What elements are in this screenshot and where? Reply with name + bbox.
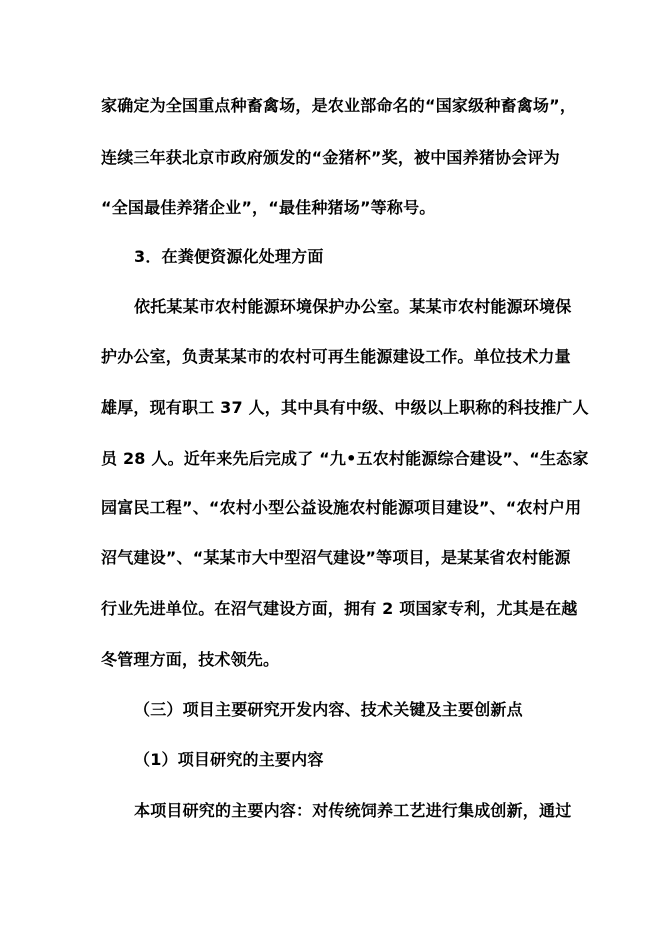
paragraph-2-line-6: 沼气建设”、“某某市大中型沼气建设”等项目，是某某省农村能源 [101, 548, 571, 567]
paragraph-2-line-2: 护办公室，负责某某市的农村可再生能源建设工作。单位技术力量 [101, 347, 571, 366]
paragraph-2-line-3: 雄厚，现有职工 37 人，其中具有中级、中级以上职称的科技推广人 [101, 398, 589, 417]
sub-heading: （1）项目研究的主要内容 [134, 750, 324, 769]
heading-3: 3．在粪便资源化处理方面 [134, 247, 324, 266]
paragraph-2-line-4: 员 28 人。近年来先后完成了 “九•五农村能源综合建设”、“生态家 [101, 449, 589, 468]
paragraph-2-line-8: 冬管理方面，技术领先。 [101, 650, 280, 669]
paragraph-1-line-3: “全国最佳养猪企业”，“最佳种猪场”等称号。 [101, 198, 436, 217]
paragraph-1-line-1: 家确定为全国重点种畜禽场，是农业部命名的“国家级种畜禽场”， [101, 96, 577, 115]
paragraph-2-line-1: 依托某某市农村能源环境保护办公室。某某市农村能源环境保 [134, 297, 572, 316]
paragraph-2-line-5: 园富民工程”、“农村小型公益设施农村能源项目建设”、“农村户用 [101, 498, 582, 517]
paragraph-1-line-2: 连续三年获北京市政府颁发的“金猪杯”奖，被中国养猪协会评为 [101, 148, 560, 167]
section-heading: （三）项目主要研究开发内容、技术关键及主要创新点 [134, 700, 523, 719]
paragraph-3-line-1: 本项目研究的主要内容：对传统饲养工艺进行集成创新，通过 [134, 801, 572, 820]
paragraph-2-line-7: 行业先进单位。在沼气建设方面，拥有 2 项国家专利，尤其是在越 [101, 599, 578, 618]
